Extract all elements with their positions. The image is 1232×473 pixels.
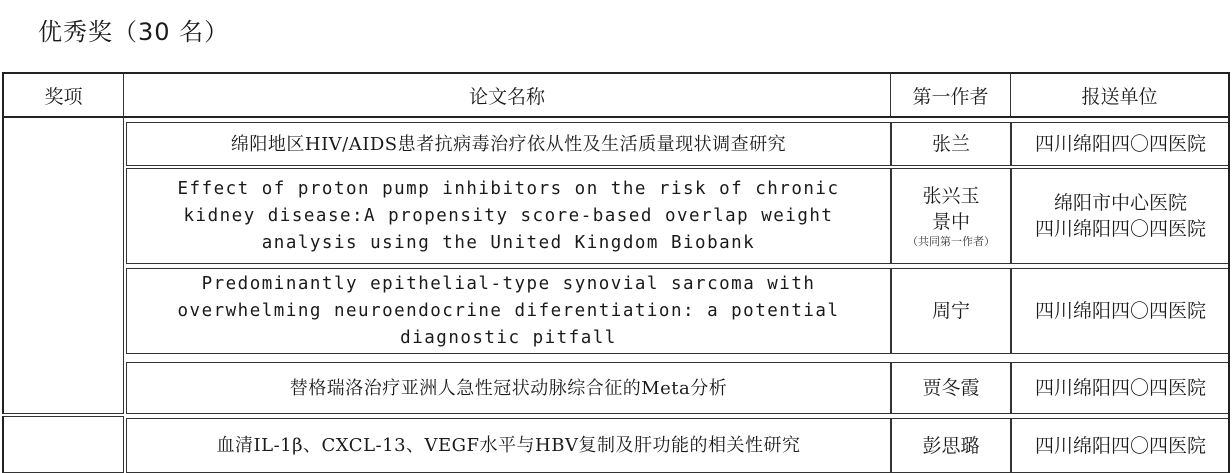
table-row-unit	[1011, 418, 1230, 473]
author-name: 张兰	[931, 133, 970, 155]
unit-name: 四川绵阳四〇四医院	[1034, 218, 1206, 240]
table-row-unit	[1011, 168, 1230, 264]
unit-name: 四川绵阳四〇四医院	[1034, 377, 1206, 399]
award-cell	[2, 118, 124, 414]
table-row-unit	[1011, 122, 1230, 166]
award-cell	[2, 416, 124, 473]
author-name: 景中	[931, 211, 970, 233]
table-row-title: 血清IL-1β、CXCL-13、VEGF水平与HBV复制及肝功能的相关性研究	[126, 418, 891, 473]
table-row-title: Effect of proton pump inhibitors on the risk of chronic kidney disease:A propensity score-based overlap weight analysis using the United Kingdom Biobank	[126, 168, 891, 264]
table-row-author	[891, 268, 1011, 354]
table-right-border	[1228, 118, 1230, 473]
author-name: 张兴玉	[922, 185, 980, 207]
header-unit: 报送单位	[1011, 72, 1230, 118]
header-award: 奖项	[2, 72, 124, 118]
unit-name: 四川绵阳四〇四医院	[1034, 434, 1206, 457]
unit-name: 四川绵阳四〇四医院	[1034, 300, 1206, 322]
table-row-author	[891, 362, 1011, 414]
table-row-title: 替格瑞洛治疗亚洲人急性冠状动脉综合征的Meta分析	[126, 362, 891, 414]
table-row-author	[891, 168, 1011, 264]
table-row-unit	[1011, 268, 1230, 354]
author-name: 周宁	[931, 300, 970, 322]
header-author: 第一作者	[891, 72, 1011, 118]
unit-name: 绵阳市中心医院	[1053, 192, 1187, 214]
table-row-author	[891, 418, 1011, 473]
author-name: 彭思璐	[922, 434, 980, 457]
table-row-title: Predominantly epithelial-type synovial sarcoma with overwhelming neuroendocrine diferentiation: a potential diagnostic pitfall	[126, 268, 891, 354]
table-row-unit	[1011, 362, 1230, 414]
author-name: 贾冬霞	[922, 377, 980, 399]
page-title: 优秀奖（30 名）	[38, 18, 230, 46]
table-row-author	[891, 122, 1011, 166]
co-first-author-note: （共同第一作者）	[907, 235, 995, 248]
header-title: 论文名称	[124, 72, 891, 118]
table-row-title: 绵阳地区HIV/AIDS患者抗病毒治疗依从性及生活质量现状调查研究	[126, 122, 891, 166]
unit-name: 四川绵阳四〇四医院	[1034, 133, 1206, 155]
